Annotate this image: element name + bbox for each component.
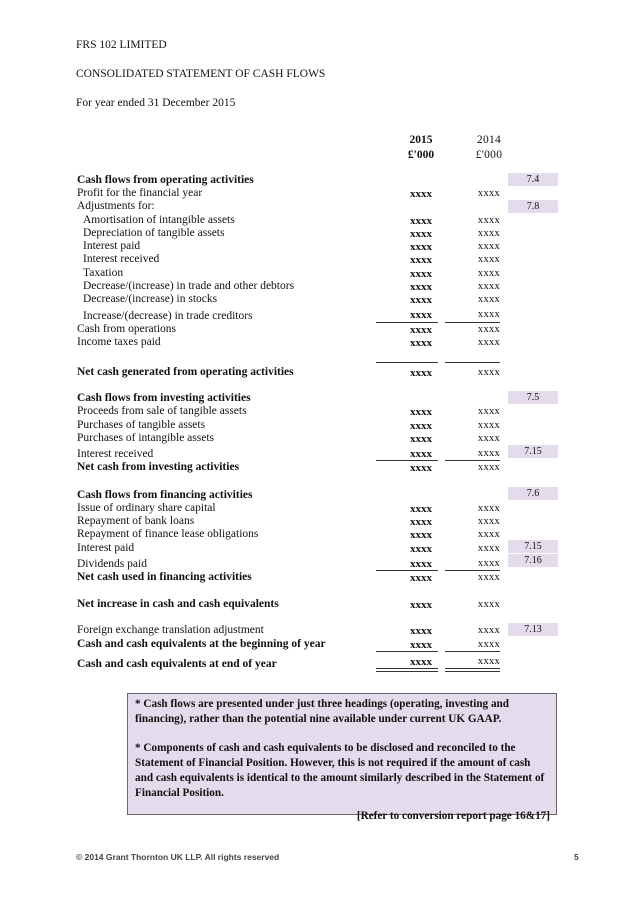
value-2014: xxxx bbox=[477, 420, 501, 431]
reference-badge: 7.6 bbox=[508, 487, 558, 500]
row-label: Interest paid bbox=[77, 542, 135, 554]
reference-badge: 7.15 bbox=[508, 540, 558, 553]
row-label: Net increase in cash and cash equivalents bbox=[77, 598, 279, 610]
value-2015: xxxx bbox=[410, 309, 432, 321]
value-2014: xxxx bbox=[477, 406, 501, 417]
footer-copyright: © 2014 Grant Thornton UK LLP. All rights reserved bbox=[76, 852, 280, 862]
value-2015: xxxx bbox=[410, 625, 432, 637]
value-2015: xxxx bbox=[410, 572, 432, 584]
row-label: Interest received bbox=[77, 448, 154, 460]
reference-badge: 7.13 bbox=[508, 623, 558, 636]
value-2014: xxxx bbox=[477, 367, 501, 378]
row-label: Depreciation of tangible assets bbox=[83, 227, 225, 239]
value-2015: xxxx bbox=[410, 516, 432, 528]
reference-badge: 7.15 bbox=[508, 445, 558, 458]
value-2014: xxxx bbox=[477, 337, 501, 348]
value-2014: xxxx bbox=[477, 228, 501, 239]
total-double-rule bbox=[445, 668, 500, 672]
value-2014: xxxx bbox=[477, 529, 501, 540]
value-2014: xxxx bbox=[477, 254, 501, 265]
value-2015: xxxx bbox=[410, 543, 432, 555]
note-paragraph-2: * Components of cash and cash equivalents to be disclosed and reconciled to the Statement of Financial Position. However, this is not required if the amount of cash and cash equivalents is identical to the amount similarly described in the Statement of Financial Position. bbox=[135, 742, 545, 799]
value-2014: xxxx bbox=[477, 281, 501, 292]
col-2014-unit: £'000 bbox=[475, 149, 503, 161]
value-2015: xxxx bbox=[410, 656, 432, 668]
value-2015: xxxx bbox=[410, 188, 432, 200]
value-2015: xxxx bbox=[410, 420, 432, 432]
row-label: Purchases of tangible assets bbox=[77, 419, 206, 431]
period-label: For year ended 31 December 2015 bbox=[76, 97, 236, 109]
subtotal-rule bbox=[445, 651, 500, 652]
row-label: Proceeds from sale of tangible assets bbox=[77, 405, 247, 417]
value-2015: xxxx bbox=[410, 281, 432, 293]
row-label: Issue of ordinary share capital bbox=[77, 502, 216, 514]
value-2014: xxxx bbox=[477, 656, 501, 667]
reference-badge: 7.16 bbox=[508, 554, 558, 567]
col-2014-year: 2014 bbox=[476, 134, 502, 146]
value-2015: xxxx bbox=[410, 324, 432, 336]
value-2015: xxxx bbox=[410, 228, 432, 240]
value-2014: xxxx bbox=[477, 516, 501, 527]
row-label: Adjustments for: bbox=[77, 200, 155, 212]
page-number: 5 bbox=[574, 852, 579, 862]
company-name: FRS 102 LIMITED bbox=[76, 39, 167, 51]
value-2015: xxxx bbox=[410, 433, 432, 445]
value-2014: xxxx bbox=[477, 433, 501, 444]
commentary-box bbox=[127, 693, 557, 822]
row-label: Cash from operations bbox=[77, 323, 177, 335]
value-2015: xxxx bbox=[410, 406, 432, 418]
row-label: Dividends paid bbox=[77, 558, 147, 570]
col-2015-unit: £'000 bbox=[407, 149, 435, 161]
value-2015: xxxx bbox=[410, 529, 432, 541]
row-label: Increase/(decrease) in trade creditors bbox=[83, 310, 253, 322]
row-label: Repayment of finance lease obligations bbox=[77, 528, 259, 540]
value-2014: xxxx bbox=[477, 268, 501, 279]
reference-badge: 7.5 bbox=[508, 391, 558, 404]
value-2015: xxxx bbox=[410, 337, 432, 349]
value-2014: xxxx bbox=[477, 462, 501, 473]
value-2014: xxxx bbox=[477, 324, 501, 335]
row-label: Cash and cash equivalents at the beginning of year bbox=[77, 638, 326, 650]
row-label: Purchases of intangible assets bbox=[77, 432, 215, 444]
note-paragraph-1: * Cash flows are presented under just three headings (operating, investing and financing), rather than the potential nine available under current UK GAAP. bbox=[135, 698, 509, 725]
value-2014: xxxx bbox=[477, 448, 501, 459]
value-2015: xxxx bbox=[410, 599, 432, 611]
row-label: Repayment of bank loans bbox=[77, 515, 195, 527]
value-2014: xxxx bbox=[477, 188, 501, 199]
row-label: Net cash generated from operating activities bbox=[77, 366, 294, 378]
row-label: Profit for the financial year bbox=[77, 187, 203, 199]
reference-badge: 7.8 bbox=[508, 200, 558, 213]
total-double-rule bbox=[376, 668, 438, 672]
value-2014: xxxx bbox=[477, 309, 501, 320]
value-2015: xxxx bbox=[410, 462, 432, 474]
note-reference: [Refer to conversion report page 16&17] bbox=[356, 810, 550, 822]
col-2015-year: 2015 bbox=[409, 134, 433, 146]
value-2014: xxxx bbox=[477, 241, 501, 252]
value-2015: xxxx bbox=[410, 448, 432, 460]
row-label: Cash flows from investing activities bbox=[77, 392, 251, 404]
value-2015: xxxx bbox=[410, 215, 432, 227]
value-2014: xxxx bbox=[477, 639, 501, 650]
row-label: Cash and cash equivalents at end of year bbox=[77, 658, 277, 670]
row-label: Decrease/(increase) in trade and other debtors bbox=[83, 280, 295, 292]
statement-title: CONSOLIDATED STATEMENT OF CASH FLOWS bbox=[76, 68, 326, 80]
subtotal-rule bbox=[376, 362, 438, 363]
subtotal-rule bbox=[376, 651, 438, 652]
value-2015: xxxx bbox=[410, 367, 432, 379]
row-label: Decrease/(increase) in stocks bbox=[83, 293, 218, 305]
value-2014: xxxx bbox=[477, 215, 501, 226]
value-2015: xxxx bbox=[410, 558, 432, 570]
row-label: Net cash used in financing activities bbox=[77, 571, 252, 583]
row-label: Foreign exchange translation adjustment bbox=[77, 624, 264, 636]
row-label: Cash flows from financing activities bbox=[77, 489, 253, 501]
subtotal-rule bbox=[445, 362, 500, 363]
row-label: Interest paid bbox=[83, 240, 141, 252]
row-label: Income taxes paid bbox=[77, 336, 161, 348]
row-label: Interest received bbox=[83, 253, 160, 265]
value-2015: xxxx bbox=[410, 268, 432, 280]
value-2015: xxxx bbox=[410, 254, 432, 266]
value-2014: xxxx bbox=[477, 572, 501, 583]
value-2014: xxxx bbox=[477, 503, 501, 514]
value-2014: xxxx bbox=[477, 625, 501, 636]
value-2015: xxxx bbox=[410, 503, 432, 515]
value-2015: xxxx bbox=[410, 241, 432, 253]
row-label: Taxation bbox=[83, 267, 124, 279]
value-2014: xxxx bbox=[477, 294, 501, 305]
value-2014: xxxx bbox=[477, 599, 501, 610]
row-label: Net cash from investing activities bbox=[77, 461, 240, 473]
row-label: Cash flows from operating activities bbox=[77, 174, 254, 186]
value-2014: xxxx bbox=[477, 558, 501, 569]
reference-badge: 7.4 bbox=[508, 173, 558, 186]
value-2015: xxxx bbox=[410, 639, 432, 651]
row-label: Amortisation of intangible assets bbox=[83, 214, 235, 226]
value-2015: xxxx bbox=[410, 294, 432, 306]
value-2014: xxxx bbox=[477, 543, 501, 554]
